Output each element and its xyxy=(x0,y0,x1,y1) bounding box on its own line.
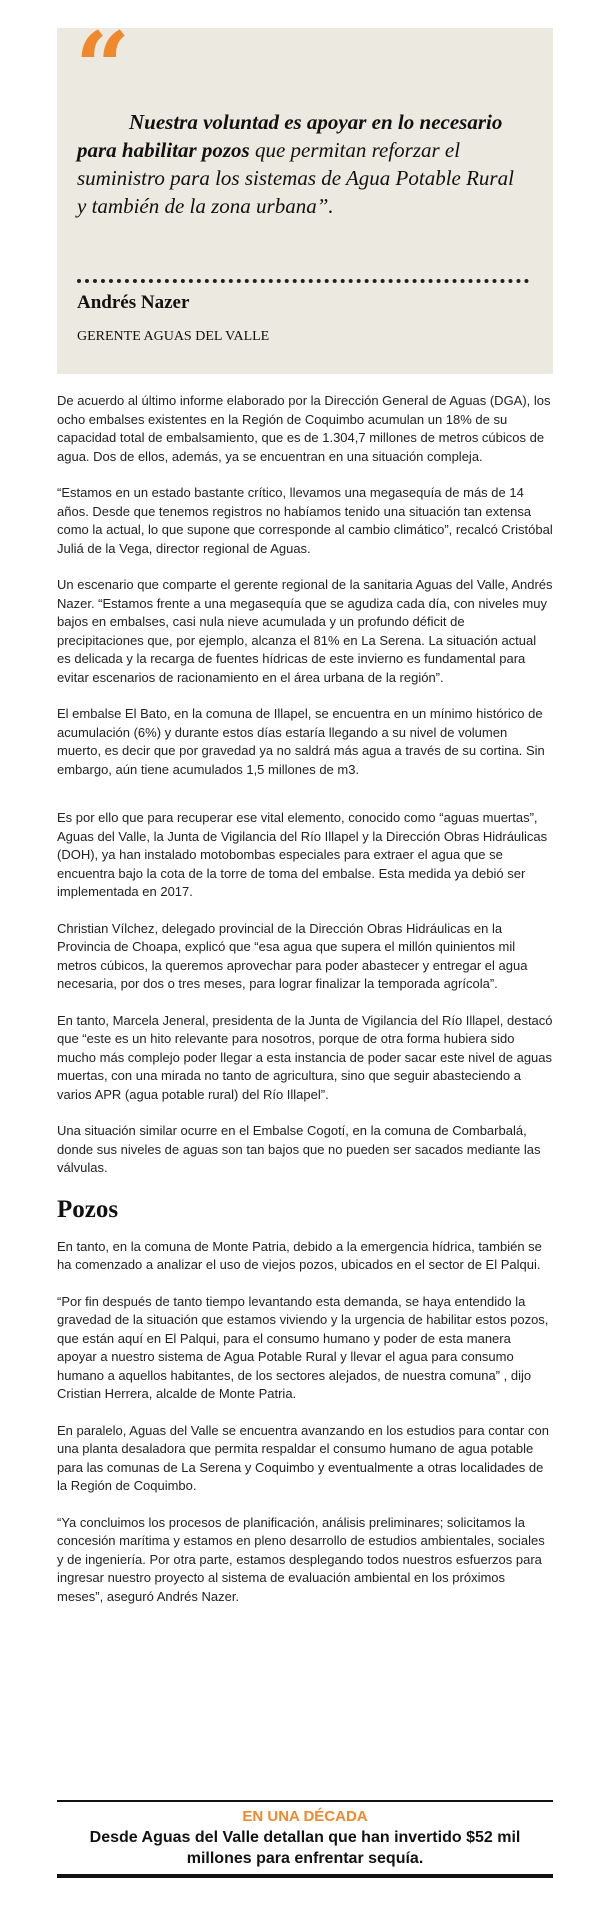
dotted-divider xyxy=(77,279,529,283)
article-paragraph: Christian Vílchez, delegado provincial de la Dirección Obras Hidráulicas en la Provincia de Choapa, explicó que “esa agua que supera el millón quinientos mil metros cúbicos, la queremos aprovechar para poder abastecer y entregar el agua necesaria, por dos o tres meses, para lograr finalizar la temporada agrícola”. xyxy=(57,920,528,991)
article-paragraph: “Por fin después de tanto tiempo levantando esta demanda, se haya entendido la gravedad de la situación que estamos viviendo y la urgencia de habilitar estos pozos, que están aquí en El Palqui, para el consumo humano y poder de esta manera apoyar a nuestro sistema de Agua Potable Rural y llevar el agua para consumo humano a aquellos habitantes, de los sectores alejados, de nuestra comuna” , dijo Cristian Herrera, alcalde de Monte Patria. xyxy=(57,1293,549,1401)
related-story-promo[interactable] xyxy=(57,1800,553,1878)
pull-quote-rest: que permitan reforzar el suministro para los sistemas de Agua Potable Rural y también de la zona urbana”. xyxy=(77,138,514,218)
article-paragraph: En tanto, en la comuna de Monte Patria, debido a la emergencia hídrica, también se ha comenzado a analizar el uso de viejos pozos, ubicados en el sector de El Palqui. xyxy=(57,1238,542,1272)
article-paragraph: En paralelo, Aguas del Valle se encuentra avanzando en los estudios para contar con una planta desaladora que permita respaldar el consumo humano de agua potable para las comunas de La Serena y Coquimbo y eventualmente a otras localidades de la Región de Coquimbo. xyxy=(57,1422,549,1493)
promo-headline-link[interactable]: Desde Aguas del Valle detallan que han invertido $52 mil millones para enfrentar sequía. xyxy=(89,1829,521,1867)
article-paragraph: De acuerdo al último informe elaborado por la Dirección General de Aguas (DGA), los ocho embalses existentes en la Región de Coquimbo acumulan un 18% de su capacidad total de embalsamiento, que es de 1.304,7 millones de metros cúbicos de agua. Dos de ellos, además, ya se encuentran en una situación compleja. xyxy=(57,393,551,464)
article-paragraph: En tanto, Marcela Jeneral, presidenta de la Junta de Vigilancia del Río Illapel, destacó que “este es un hito relevante para nosotros, porque de otra forma hubiera sido mucho más complejo poder llegar a esta instancia de poder sacar este nivel de aguas muertas, con una mirada no tanto de agricultura, sino que seguir abasteciendo a varios APR (agua potable rural) del Río Illapel”. xyxy=(57,1012,553,1102)
article-paragraph: Una situación similar ocurre en el Embalse Cogotí, en la comuna de Combarbalá, donde sus niveles de aguas son tan bajos que no pueden ser sacados mediante las válvulas. xyxy=(57,1123,541,1175)
article-paragraph: Es por ello que para recuperar ese vital elemento, conocido como “aguas muertas”, Aguas del Valle, la Junta de Vigilancia del Río Illapel y la Dirección Obras Hidráulicas (DOH), ya han instalado motobombas especiales para extraer el agua que se encuentra bajo la cota de la torre de toma del embalse. Esta medida ya debió ser implementada en 2017. xyxy=(57,810,548,899)
pull-quote-text xyxy=(77,108,525,220)
section-heading: Pozos xyxy=(57,1195,119,1223)
article-paragraph: Un escenario que comparte el gerente regional de la sanitaria Aguas del Valle, Andrés Nazer. “Estamos frente a una megasequía que se agudiza cada día, con niveles muy bajos en embalses, casi nula nieve acumulada y un profundo déficit de precipitaciones que, por ejemplo, alcanza el 81% en La Serena. La situación actual es delicada y la recarga de fuentes hídricas de este invierno es fundamental para evitar escenarios de racionamiento en el área urbana de la región”. xyxy=(57,577,553,685)
article-paragraph: “Ya concluimos los procesos de planificación, análisis preliminares; solicitamos la concesión marítima y estamos en pleno desarrollo de estudios ambientales, sociales y de ingeniería. Por otra parte, estamos desplegando todos nuestros esfuerzos para ingresar nuestro proyecto al sistema de evaluación ambiental en los próximos meses”, aseguró Andrés Nazer. xyxy=(57,1514,545,1604)
quote-author: Andrés Nazer xyxy=(77,292,190,313)
pull-quote-bold: Nuestra voluntad es apoyar en lo necesario para habilitar pozos xyxy=(77,110,503,162)
quote-mark-icon: “ xyxy=(75,11,131,124)
promo-kicker: EN UNA DÉCADA xyxy=(242,1808,368,1825)
article-body xyxy=(57,392,553,1624)
article-paragraph: “Estamos en un estado bastante crítico, llevamos una megasequía de más de 14 años. Desde que tenemos registros no habíamos tenido una situación tan extensa como la actual, lo que supone que corresponde al cambio climático”, recalcó Cristóbal Juliá de la Vega, director regional de Aguas. xyxy=(57,485,553,556)
pull-quote-box xyxy=(57,11,553,374)
quote-author-role: GERENTE AGUAS DEL VALLE xyxy=(77,329,270,344)
article-paragraph: El embalse El Bato, en la comuna de Illapel, se encuentra en un mínimo histórico de acumulación (6%) y durante estos días estaría llegando a su nivel de volumen muerto, es decir que por gravedad ya no saldrá más agua a través de su cortina. Sin embargo, aún tiene acumulados 1,5 millones de m3. xyxy=(57,706,545,777)
